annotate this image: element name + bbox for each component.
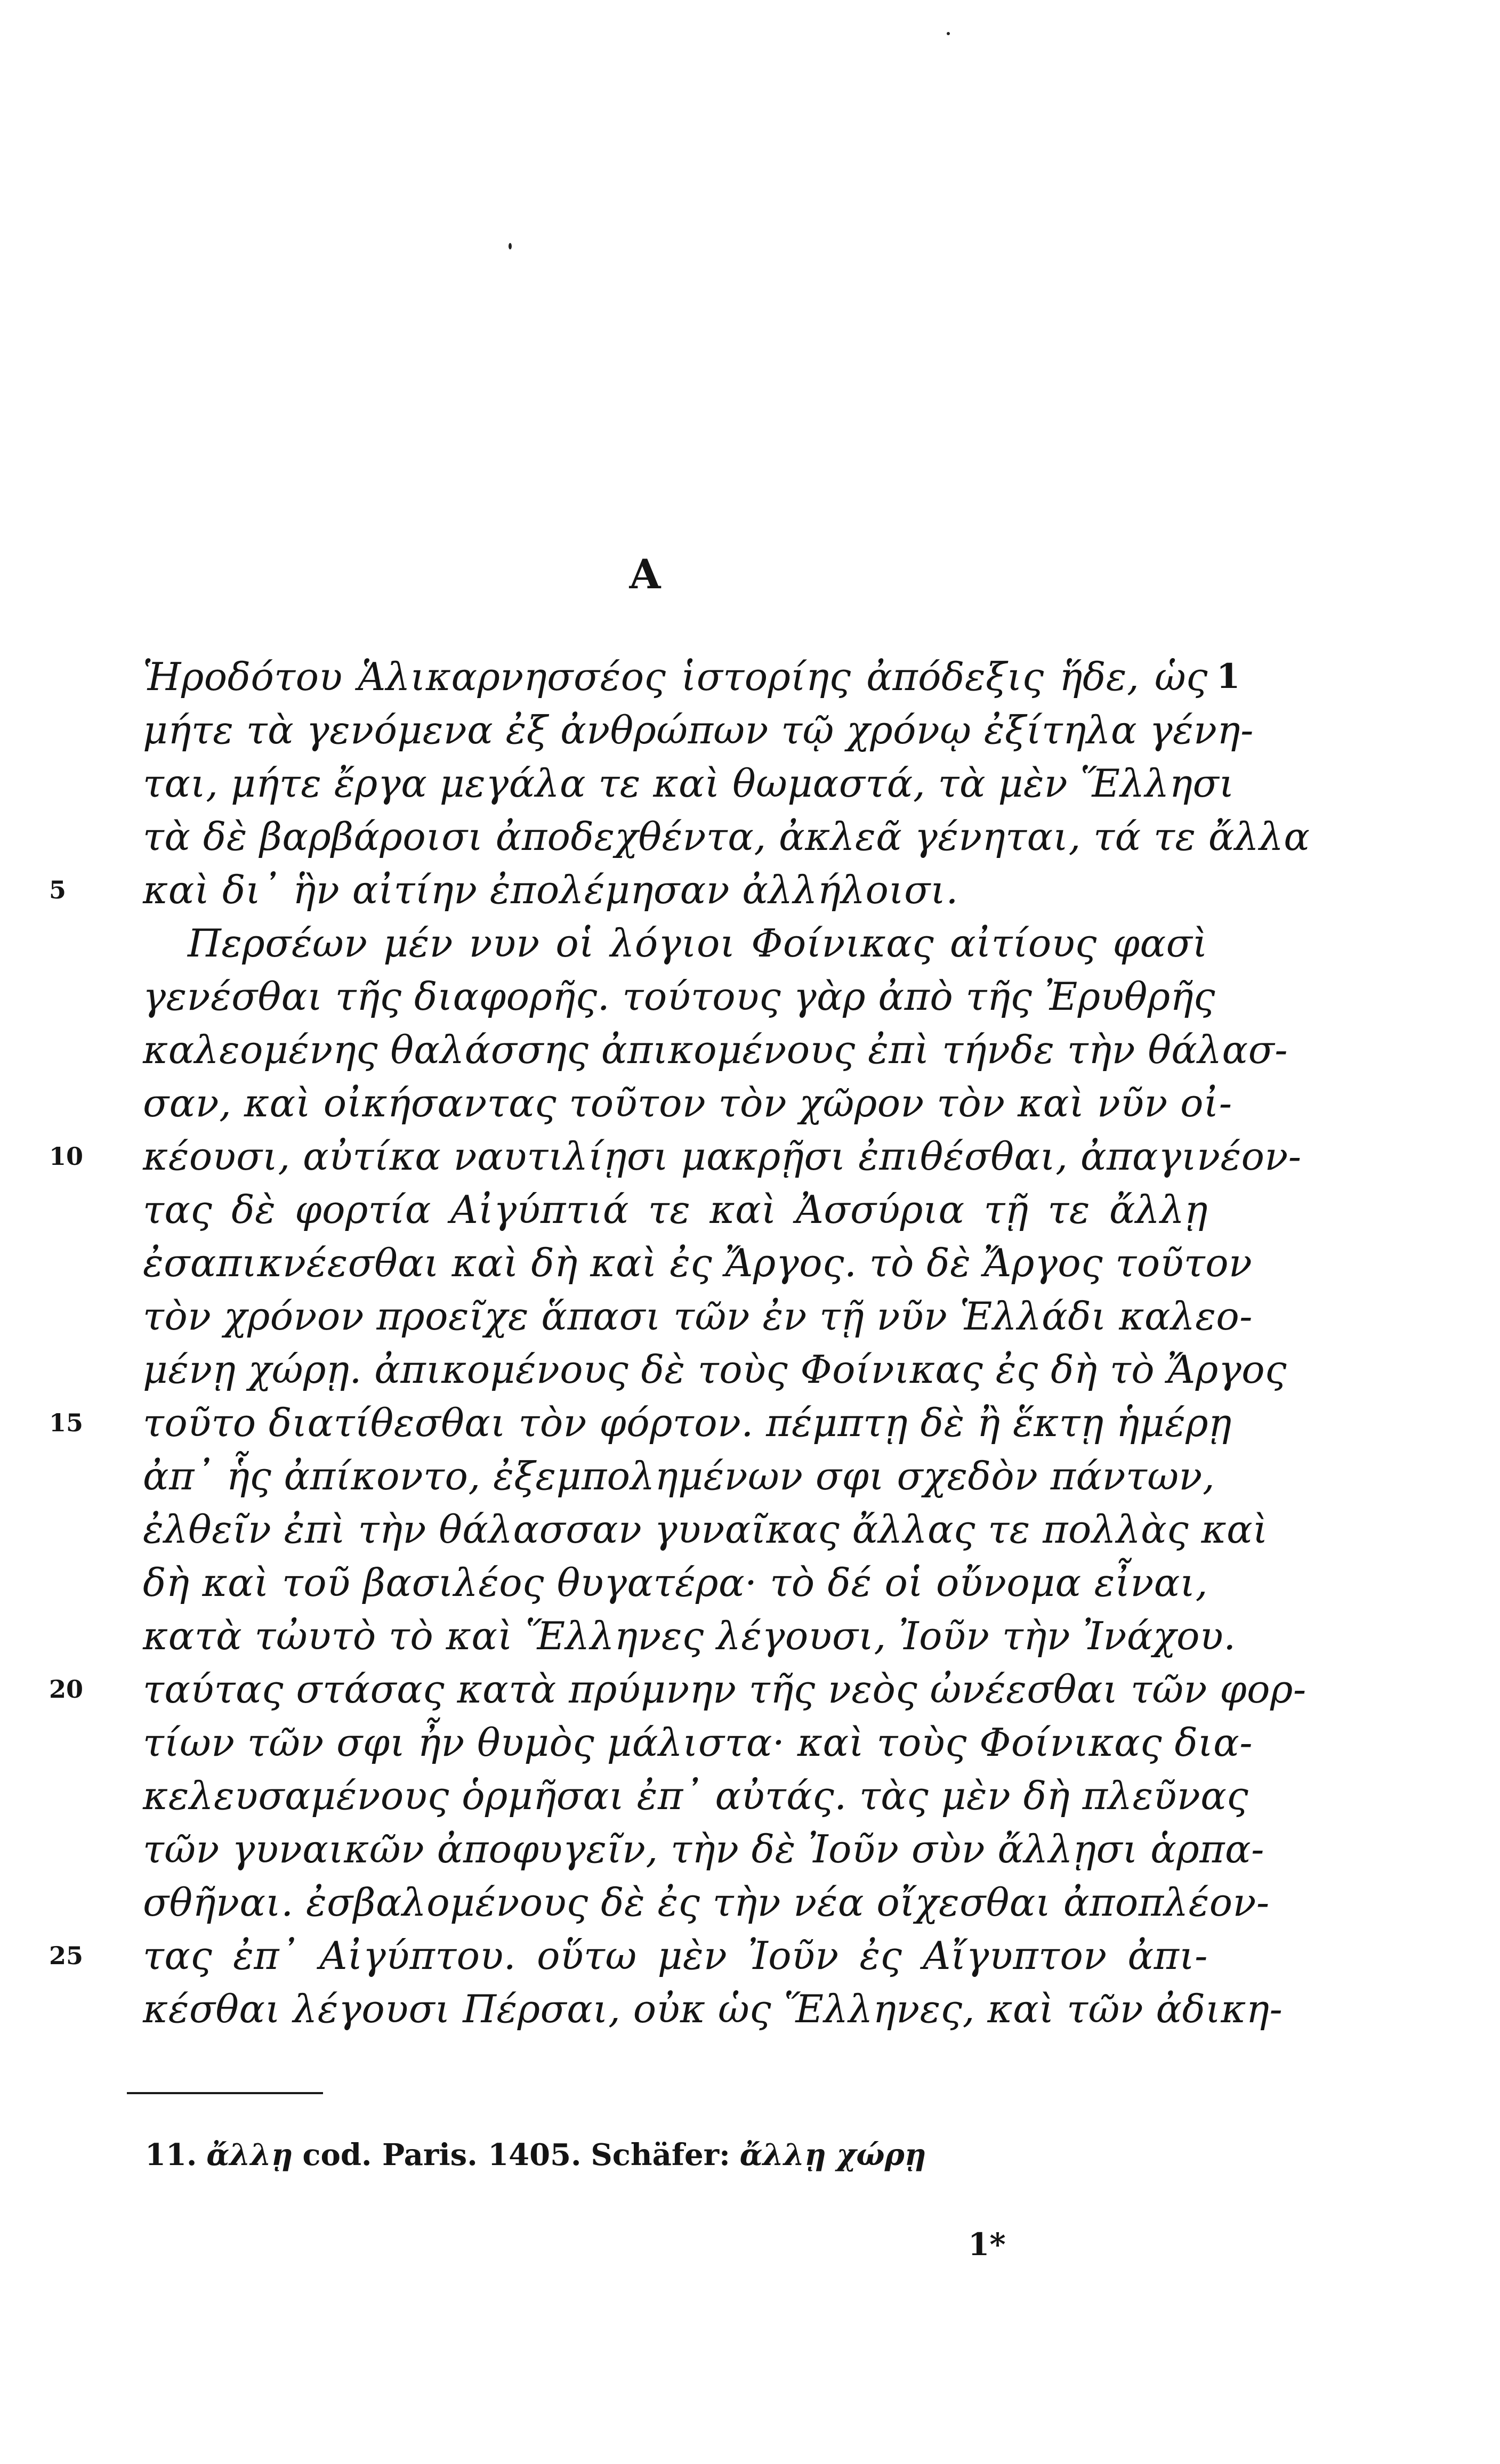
line-number: 5: [49, 876, 67, 904]
text-line: τῶν γυναικῶν ἀποφυγεῖν, τὴν δὲ Ἰοῦν σὺν ἄλλῃσι ἁρπα-: [143, 1827, 1264, 1871]
ink-speck: [947, 32, 950, 35]
text-line: δὴ καὶ τοῦ βασιλέος θυγατέρα· τὸ δέ οἱ οὔνομα εἶναι,: [143, 1560, 1208, 1605]
footnote-divider: [127, 2092, 323, 2094]
footnote-number: 11.: [145, 2137, 197, 2173]
footnote-conjecture: ἄλλῃ χώρῃ: [739, 2137, 926, 2173]
text-line: ταύτας στάσας κατὰ πρύμνην τῆς νεὸς ὠνέεσθαι τῶν φορ-: [143, 1667, 1307, 1712]
text-line: τας δὲ φορτία Αἰγύπτιά τε καὶ Ἀσσύρια τῇ τε ἄλλῃ: [143, 1187, 1208, 1232]
book-heading: Α: [629, 550, 661, 598]
text-line: ἀπ᾽ ἧς ἀπίκοντο, ἐξεμπολημένων σφι σχεδὸν πάντων,: [143, 1454, 1215, 1498]
text-line: μένῃ χώρῃ. ἀπικομένους δὲ τοὺς Φοίνικας ἐς δὴ τὸ Ἄργος: [143, 1347, 1287, 1392]
text-line: Ἡροδότου Ἁλικαρνησσέος ἱστορίης ἀπόδεξις ἥδε, ὡς: [143, 654, 1208, 699]
line-number: 20: [49, 1675, 84, 1704]
footnote-source: cod. Paris. 1405.: [302, 2137, 582, 2173]
footnote: [145, 2134, 1158, 2177]
text-line: κέσθαι λέγουσι Πέρσαι, οὐκ ὡς Ἕλληνες, καὶ τῶν ἀδικη-: [143, 1987, 1283, 2031]
text-line: τας ἐπ᾽ Αἰγύπτου. οὕτω μὲν Ἰοῦν ἐς Αἴγυπτον ἀπι-: [143, 1933, 1208, 1978]
text-line: γενέσθαι τῆς διαφορῆς. τούτους γὰρ ἀπὸ τῆς Ἐρυθρῆς: [143, 974, 1215, 1019]
text-line: ἐσαπικνέεσθαι καὶ δὴ καὶ ἐς Ἄργος. τὸ δὲ Ἄργος τοῦτον: [143, 1241, 1253, 1285]
text-line: κελευσαμένους ὁρμῆσαι ἐπ᾽ αὐτάς. τὰς μὲν δὴ πλεῦνας: [143, 1773, 1249, 1818]
text-line: σθῆναι. ἐσβαλομένους δὲ ἐς τὴν νέα οἴχεσθαι ἀποπλέον-: [143, 1880, 1270, 1925]
text-line: καὶ δι᾽ ἣν αἰτίην ἐπολέμησαν ἀλλήλοισι.: [143, 868, 958, 912]
chapter-number: 1: [1216, 656, 1240, 696]
line-number: 10: [49, 1142, 84, 1171]
signature-mark: 1*: [968, 2226, 1006, 2263]
text-line: κατὰ τὠυτὸ τὸ καὶ Ἕλληνες λέγουσι, Ἰοῦν τὴν Ἰνάχου.: [143, 1614, 1236, 1658]
text-line: τίων τῶν σφι ἦν θυμὸς μάλιστα· καὶ τοὺς Φοίνικας δια-: [143, 1720, 1253, 1765]
text-line: τὰ δὲ βαρβάροισι ἀποδεχθέντα, ἀκλεᾶ γένηται, τά τε ἄλλα: [143, 814, 1310, 859]
line-number: 25: [49, 1941, 84, 1970]
footnote-editor: Schäfer:: [591, 2137, 730, 2173]
text-line: ἐλθεῖν ἐπὶ τὴν θάλασσαν γυναῖκας ἄλλας τε πολλὰς καὶ: [143, 1507, 1269, 1552]
text-line: τοῦτο διατίθεσθαι τὸν φόρτον. πέμπτῃ δὲ ἢ ἕκτῃ ἡμέρῃ: [143, 1400, 1232, 1445]
text-line: καλεομένης θαλάσσης ἀπικομένους ἐπὶ τήνδε τὴν θάλασ-: [143, 1027, 1288, 1072]
line-number: 15: [49, 1408, 84, 1437]
text-line: Περσέων μέν νυν οἱ λόγιοι Φοίνικας αἰτίους φασὶ: [188, 921, 1208, 966]
text-line: τὸν χρόνον προεῖχε ἅπασι τῶν ἐν τῇ νῦν Ἑλλάδι καλεο-: [143, 1294, 1253, 1339]
text-line: μήτε τὰ γενόμενα ἐξ ἀνθρώπων τῷ χρόνῳ ἐξίτηλα γένη-: [143, 708, 1254, 752]
text-line: κέουσι, αὐτίκα ναυτιλίῃσι μακρῇσι ἐπιθέσθαι, ἀπαγινέον-: [143, 1134, 1302, 1179]
footnote-reading: ἄλλῃ: [206, 2137, 293, 2173]
text-line: σαν, καὶ οἰκήσαντας τοῦτον τὸν χῶρον τὸν καὶ νῦν οἰ-: [143, 1081, 1232, 1125]
text-line: ται, μήτε ἔργα μεγάλα τε καὶ θωμαστά, τὰ μὲν Ἕλλησι: [143, 761, 1235, 806]
ink-speck: [509, 243, 512, 249]
